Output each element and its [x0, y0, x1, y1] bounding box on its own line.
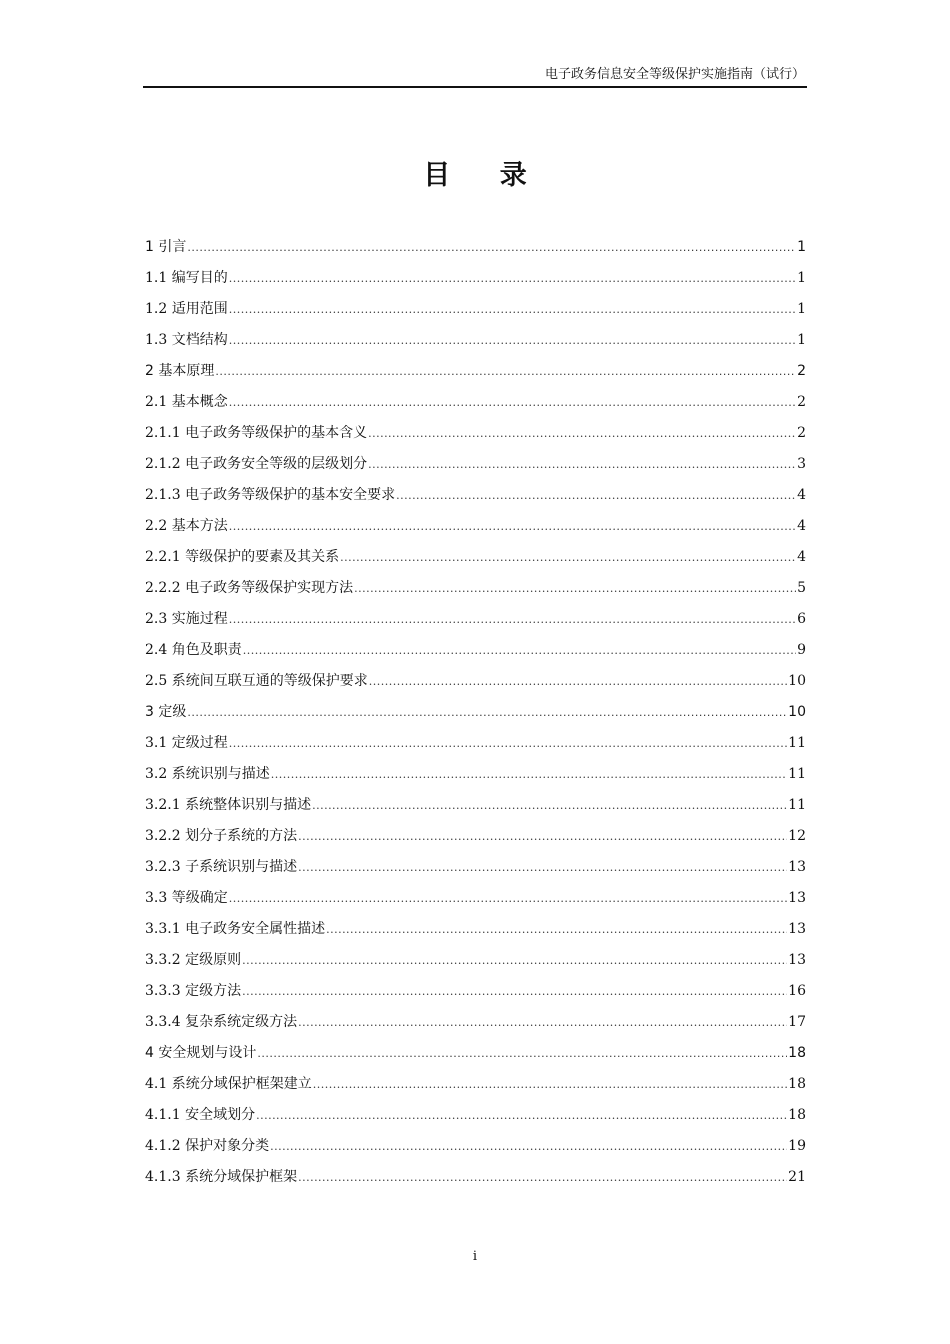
toc-entry-label: 4.1.1 安全域划分: [145, 1107, 256, 1123]
toc-entry-page: 13: [788, 921, 806, 937]
toc-dot-leader: [271, 764, 787, 786]
toc-entry-label: 3.1 定级过程: [145, 735, 228, 751]
toc-entry[interactable]: [145, 422, 806, 453]
toc-entry-label: 4.1 系统分域保护框架建立: [145, 1076, 312, 1092]
toc-entry-label: 1.1 编写目的: [145, 270, 228, 286]
toc-dot-leader: [298, 1012, 787, 1034]
toc-entry-page: 21: [788, 1169, 806, 1185]
toc-entry-page: 5: [797, 580, 806, 596]
toc-entry-page: 1: [797, 301, 806, 317]
toc-dot-leader: [215, 361, 796, 383]
toc-dot-leader: [229, 888, 787, 910]
toc-entry[interactable]: [145, 1042, 806, 1073]
toc-entry-label: 4.1.3 系统分域保护框架: [145, 1169, 298, 1185]
toc-entry-label: 3.2.1 系统整体识别与描述: [145, 797, 312, 813]
toc-entry[interactable]: [145, 484, 806, 515]
toc-entry-label: 1 引言: [145, 239, 187, 255]
toc-entry-page: 11: [788, 766, 806, 782]
toc-entry-label: 3.3.3 定级方法: [145, 983, 242, 999]
toc-entry-page: 13: [788, 859, 806, 875]
toc-dot-leader: [369, 671, 787, 693]
toc-entry[interactable]: [145, 267, 806, 298]
toc-dot-leader: [242, 950, 787, 972]
toc-entry[interactable]: [145, 577, 806, 608]
toc-entry[interactable]: [145, 453, 806, 484]
toc-dot-leader: [243, 640, 796, 662]
toc-entry-page: 9: [797, 642, 806, 658]
toc-entry[interactable]: [145, 546, 806, 577]
toc-entry-label: 2 基本原理: [145, 363, 215, 379]
toc-entry-label: 1.2 适用范围: [145, 301, 228, 317]
toc-entry-label: 3.2 系统识别与描述: [145, 766, 270, 782]
toc-dot-leader: [257, 1043, 787, 1065]
toc-entry[interactable]: [145, 639, 806, 670]
toc-entry[interactable]: [145, 1166, 806, 1197]
toc-dot-leader: [187, 702, 787, 724]
toc-entry-page: 11: [788, 797, 806, 813]
toc-dot-leader: [242, 981, 787, 1003]
toc-entry-label: 3.3.1 电子政务安全属性描述: [145, 921, 326, 937]
toc-entry[interactable]: [145, 1011, 806, 1042]
toc-entry[interactable]: [145, 949, 806, 980]
toc-entry-label: 2.3 实施过程: [145, 611, 228, 627]
toc-entry[interactable]: [145, 763, 806, 794]
toc-entry-page: 4: [797, 549, 806, 565]
toc-dot-leader: [396, 485, 796, 507]
toc-entry-page: 6: [797, 611, 806, 627]
toc-entry-label: 3.2.2 划分子系统的方法: [145, 828, 298, 844]
toc-entry[interactable]: [145, 732, 806, 763]
toc-entry-page: 18: [788, 1076, 806, 1092]
toc-entry-label: 2.1.3 电子政务等级保护的基本安全要求: [145, 487, 396, 503]
toc-entry[interactable]: [145, 670, 806, 701]
toc-entry-label: 3 定级: [145, 704, 187, 720]
toc-entry[interactable]: [145, 887, 806, 918]
toc-entry[interactable]: [145, 329, 806, 360]
toc-dot-leader: [298, 1167, 787, 1189]
toc-dot-leader: [229, 609, 796, 631]
toc-entry[interactable]: [145, 701, 806, 732]
header-doc-title: 电子政务信息安全等级保护实施指南（试行）: [544, 67, 805, 82]
toc-dot-leader: [229, 733, 787, 755]
toc-entry-label: 2.1.1 电子政务等级保护的基本含义: [145, 425, 368, 441]
toc-entry-page: 1: [797, 239, 806, 255]
toc-entry-label: 2.2.2 电子政务等级保护实现方法: [145, 580, 354, 596]
toc-dot-leader: [229, 392, 796, 414]
toc-entry-label: 3.3.4 复杂系统定级方法: [145, 1014, 298, 1030]
toc-entry-page: 17: [788, 1014, 806, 1030]
toc-entry-page: 1: [797, 270, 806, 286]
toc-entry-label: 2.4 角色及职责: [145, 642, 242, 658]
toc-entry[interactable]: [145, 980, 806, 1011]
toc-dot-leader: [312, 795, 787, 817]
toc-entry-page: 19: [788, 1138, 806, 1154]
toc-entry[interactable]: [145, 1073, 806, 1104]
toc-entry-label: 4 安全规划与设计: [145, 1045, 257, 1061]
toc-entry-label: 1.3 文档结构: [145, 332, 228, 348]
toc-dot-leader: [368, 454, 796, 476]
toc-entry[interactable]: [145, 918, 806, 949]
toc-entry-page: 4: [797, 518, 806, 534]
table-of-contents: [145, 236, 806, 1197]
toc-entry-page: 10: [788, 673, 806, 689]
toc-entry-page: 11: [788, 735, 806, 751]
toc-entry-label: 3.3 等级确定: [145, 890, 228, 906]
toc-entry[interactable]: [145, 236, 806, 267]
toc-entry[interactable]: [145, 608, 806, 639]
toc-entry-page: 16: [788, 983, 806, 999]
toc-entry[interactable]: [145, 298, 806, 329]
toc-title: 目 录: [423, 160, 547, 191]
toc-entry-page: 2: [797, 425, 806, 441]
toc-entry-page: 10: [788, 704, 806, 720]
toc-dot-leader: [229, 299, 796, 321]
toc-entry-label: 2.5 系统间互联互通的等级保护要求: [145, 673, 368, 689]
toc-entry-page: 18: [788, 1107, 806, 1123]
toc-dot-leader: [229, 268, 796, 290]
toc-entry-label: 4.1.2 保护对象分类: [145, 1138, 270, 1154]
toc-dot-leader: [298, 826, 787, 848]
toc-dot-leader: [313, 1074, 787, 1096]
toc-entry-page: 18: [788, 1045, 806, 1061]
toc-entry-page: 13: [788, 952, 806, 968]
toc-entry-label: 2.2 基本方法: [145, 518, 228, 534]
toc-dot-leader: [298, 857, 787, 879]
toc-entry-page: 2: [797, 394, 806, 410]
toc-dot-leader: [229, 516, 796, 538]
toc-dot-leader: [229, 330, 796, 352]
toc-dot-leader: [187, 237, 796, 259]
toc-entry[interactable]: [145, 825, 806, 856]
footer-page-number: i: [472, 1249, 478, 1264]
toc-entry-page: 1: [797, 332, 806, 348]
toc-entry-page: 4: [797, 487, 806, 503]
toc-dot-leader: [270, 1136, 787, 1158]
toc-dot-leader: [368, 423, 796, 445]
toc-dot-leader: [354, 578, 796, 600]
toc-entry-label: 2.1.2 电子政务安全等级的层级划分: [145, 456, 368, 472]
toc-entry[interactable]: [145, 515, 806, 546]
toc-entry[interactable]: [145, 794, 806, 825]
toc-entry-label: 2.1 基本概念: [145, 394, 228, 410]
toc-entry-page: 12: [788, 828, 806, 844]
toc-dot-leader: [326, 919, 787, 941]
toc-dot-leader: [340, 547, 796, 569]
toc-entry[interactable]: [145, 360, 806, 391]
toc-entry[interactable]: [145, 1104, 806, 1135]
toc-entry-label: 3.3.2 定级原则: [145, 952, 242, 968]
toc-entry[interactable]: [145, 856, 806, 887]
toc-entry-page: 2: [797, 363, 806, 379]
toc-entry-page: 13: [788, 890, 806, 906]
toc-entry-label: 3.2.3 子系统识别与描述: [145, 859, 298, 875]
page-header: [143, 66, 807, 88]
toc-entry-page: 3: [797, 456, 806, 472]
toc-entry[interactable]: [145, 1135, 806, 1166]
toc-dot-leader: [256, 1105, 787, 1127]
toc-entry-label: 2.2.1 等级保护的要素及其关系: [145, 549, 340, 565]
toc-entry[interactable]: [145, 391, 806, 422]
